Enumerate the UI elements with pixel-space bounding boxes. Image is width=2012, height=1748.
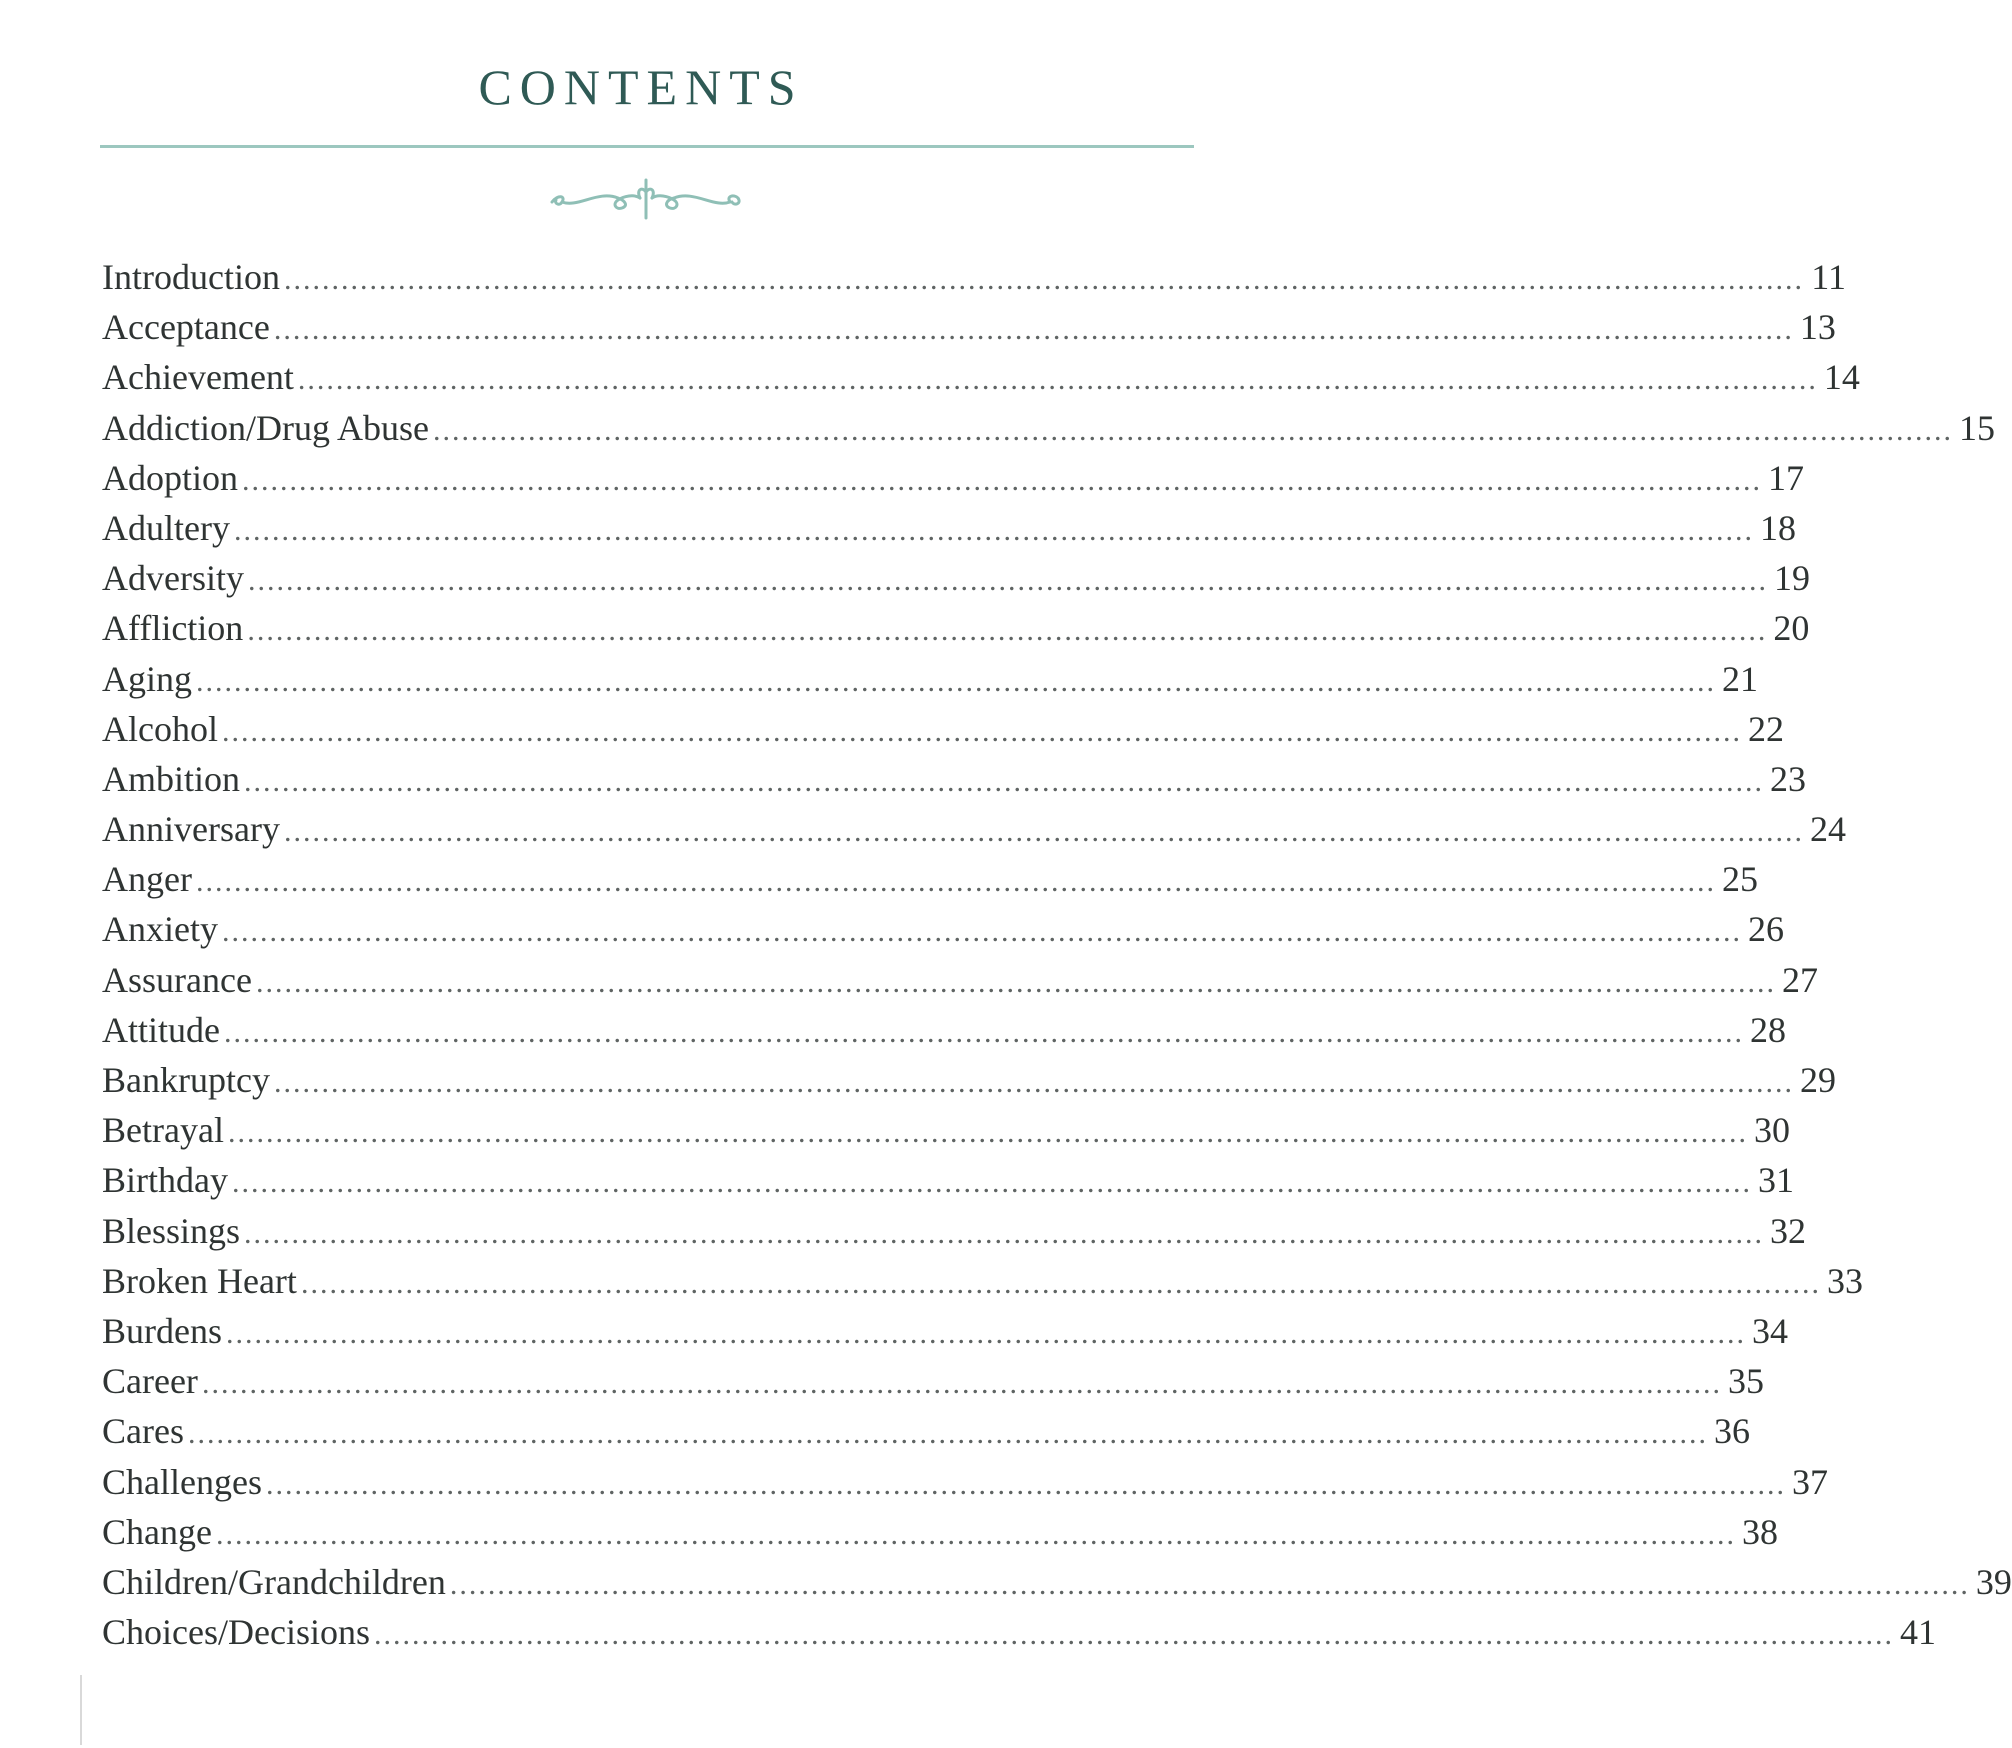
toc-entry [102, 854, 1758, 904]
toc-entry-label: Aging [102, 658, 192, 699]
toc-entry-label: Birthday [102, 1160, 228, 1201]
toc-entry [102, 1055, 1836, 1105]
toc-entry [102, 1105, 1790, 1155]
toc-dot-leader: ................................................................................................................................................................ [300, 1266, 1821, 1300]
toc-dot-leader: ................................................................................................................................................................ [187, 1417, 1708, 1451]
toc-entry-page-number: 34 [1752, 1310, 1788, 1351]
toc-dot-leader: ................................................................................................................................................................ [247, 564, 1768, 598]
toc-dot-leader: ................................................................................................................................................................ [201, 1367, 1722, 1401]
toc-entry-page-number: 38 [1741, 1511, 1778, 1552]
toc-entry-page-number: 29 [1799, 1060, 1836, 1100]
toc-entry [102, 352, 1860, 402]
toc-dot-leader: ................................................................................................................................................................ [283, 263, 1804, 296]
toc-entry-page-number: 11 [1811, 257, 1846, 297]
toc-entry-label: Achievement [102, 357, 294, 398]
toc-entry-label: Introduction [102, 257, 280, 297]
toc-entry [102, 553, 1810, 603]
toc-dot-leader: ................................................................................................................................................................ [233, 513, 1754, 547]
toc-entry [102, 1356, 1764, 1406]
toc-entry [102, 955, 1818, 1005]
toc-entry-label: Attitude [102, 1009, 220, 1050]
toc-entry [102, 1406, 1750, 1456]
toc-entry-label: Anxiety [102, 909, 218, 950]
toc-entry-page-number: 20 [1773, 608, 1810, 649]
toc-dot-leader: ................................................................................................................................................................ [227, 1116, 1748, 1150]
toc-entry [102, 904, 1784, 954]
toc-entry-page-number: 25 [1721, 859, 1758, 900]
toc-entry [102, 603, 1810, 653]
toc-entry-page-number: 35 [1727, 1361, 1764, 1402]
toc-dot-leader: ................................................................................................................................................................ [242, 463, 1763, 497]
toc-entry-label: Anger [102, 859, 192, 900]
toc-entry-page-number: 19 [1773, 558, 1810, 599]
toc-entry-page-number: 22 [1747, 708, 1784, 749]
toc-entry-page-number: 36 [1713, 1411, 1750, 1452]
toc-dot-leader: ................................................................................................................................................................ [195, 865, 1716, 899]
toc-entry [102, 1507, 1778, 1557]
toc-entry-page-number: 13 [1799, 307, 1836, 348]
toc-entry-page-number: 41 [1899, 1612, 1936, 1653]
toc-entry-page-number: 30 [1753, 1110, 1790, 1151]
page-title: CONTENTS [478, 59, 804, 115]
toc-entry-label: Assurance [102, 959, 252, 1000]
toc-entry-page-number: 15 [1958, 407, 1995, 448]
toc-dot-leader: ................................................................................................................................................................ [273, 1066, 1794, 1099]
toc-entry-page-number: 28 [1749, 1009, 1786, 1050]
toc-entry [102, 704, 1784, 754]
toc-entry-page-number: 14 [1823, 357, 1860, 398]
toc-entry-label: Career [102, 1361, 198, 1402]
toc-dot-leader: ................................................................................................................................................................ [215, 1517, 1736, 1551]
toc-entry [102, 1607, 1936, 1657]
toc-entry [102, 754, 1807, 804]
toc-entry-page-number: 33 [1826, 1260, 1863, 1301]
toc-entry-label: Change [102, 1511, 212, 1552]
toc-entry-label: Broken Heart [102, 1260, 297, 1301]
toc-entry [102, 1005, 1786, 1055]
toc-entry-label: Bankruptcy [102, 1060, 270, 1100]
toc-entry [102, 403, 1995, 453]
toc-entry-page-number: 37 [1791, 1461, 1828, 1502]
toc-entry [102, 1206, 1807, 1256]
toc-entry-page-number: 39 [1975, 1561, 2012, 1602]
toc-dot-leader: ................................................................................................................................................................ [196, 664, 1716, 698]
toc-entry-page-number: 32 [1770, 1210, 1807, 1251]
toc-dot-leader: ................................................................................................................................................................ [432, 413, 1953, 447]
toc-dot-leader: ................................................................................................................................................................ [226, 1316, 1746, 1350]
table-of-contents [102, 252, 2012, 1657]
toc-entry-label: Cares [102, 1411, 184, 1452]
toc-entry-page-number: 21 [1722, 658, 1758, 699]
toc-dot-leader: ................................................................................................................................................................ [221, 714, 1742, 748]
toc-dot-leader: ................................................................................................................................................................ [297, 363, 1818, 397]
toc-entry-label: Children/Grandchildren [102, 1561, 446, 1602]
toc-entry [102, 503, 1796, 553]
toc-dot-leader: ................................................................................................................................................................ [221, 915, 1742, 949]
toc-entry [102, 453, 1805, 503]
toc-dot-leader: ................................................................................................................................................................ [244, 1216, 1765, 1250]
toc-dot-leader: ................................................................................................................................................................ [283, 815, 1804, 849]
toc-entry [102, 1306, 1788, 1356]
toc-entry-label: Affliction [102, 608, 244, 649]
toc-entry-page-number: 18 [1759, 507, 1796, 548]
toc-entry [102, 1155, 1794, 1205]
toc-entry-label: Anniversary [102, 809, 280, 850]
toc-entry [102, 654, 1758, 704]
toc-entry-label: Betrayal [102, 1110, 224, 1151]
toc-dot-leader: ................................................................................................................................................................ [223, 1015, 1744, 1049]
toc-entry-label: Adoption [102, 457, 239, 498]
toc-entry [102, 804, 1846, 854]
toc-entry-page-number: 31 [1757, 1160, 1794, 1201]
toc-entry [102, 302, 1836, 352]
toc-entry [102, 1557, 2012, 1607]
toc-entry-page-number: 23 [1770, 758, 1807, 799]
toc-entry-label: Challenges [102, 1461, 262, 1502]
toc-entry-label: Burdens [102, 1310, 222, 1351]
toc-dot-leader: ................................................................................................................................................................ [255, 965, 1776, 999]
toc-entry-page-number: 17 [1768, 457, 1805, 498]
toc-entry [102, 1256, 1863, 1306]
scroll-flourish-icon [548, 176, 744, 222]
toc-dot-leader: ................................................................................................................................................................ [247, 614, 1768, 648]
toc-entry-label: Acceptance [102, 307, 270, 348]
title-divider [100, 145, 1194, 148]
toc-dot-leader: ................................................................................................................................................................ [449, 1567, 1970, 1601]
toc-entry-label: Adversity [102, 558, 244, 599]
toc-entry-page-number: 27 [1781, 959, 1818, 1000]
toc-entry-label: Adultery [102, 507, 230, 548]
toc-entry-label: Ambition [102, 758, 241, 799]
toc-entry-label: Choices/Decisions [102, 1612, 370, 1653]
toc-dot-leader: ................................................................................................................................................................ [231, 1166, 1752, 1200]
toc-entry [102, 1457, 1828, 1507]
binding-shadow [80, 1675, 82, 1745]
toc-entry-label: Alcohol [102, 708, 218, 749]
toc-dot-leader: ................................................................................................................................................................ [373, 1618, 1894, 1652]
toc-dot-leader: ................................................................................................................................................................ [273, 313, 1794, 347]
toc-entry-label: Addiction/Drug Abuse [102, 407, 429, 448]
toc-entry-page-number: 24 [1809, 809, 1846, 850]
toc-dot-leader: ................................................................................................................................................................ [244, 764, 1765, 798]
toc-dot-leader: ................................................................................................................................................................ [265, 1467, 1786, 1501]
toc-entry-page-number: 26 [1747, 909, 1784, 950]
toc-entry-label: Blessings [102, 1210, 241, 1251]
toc-entry [102, 252, 1846, 302]
